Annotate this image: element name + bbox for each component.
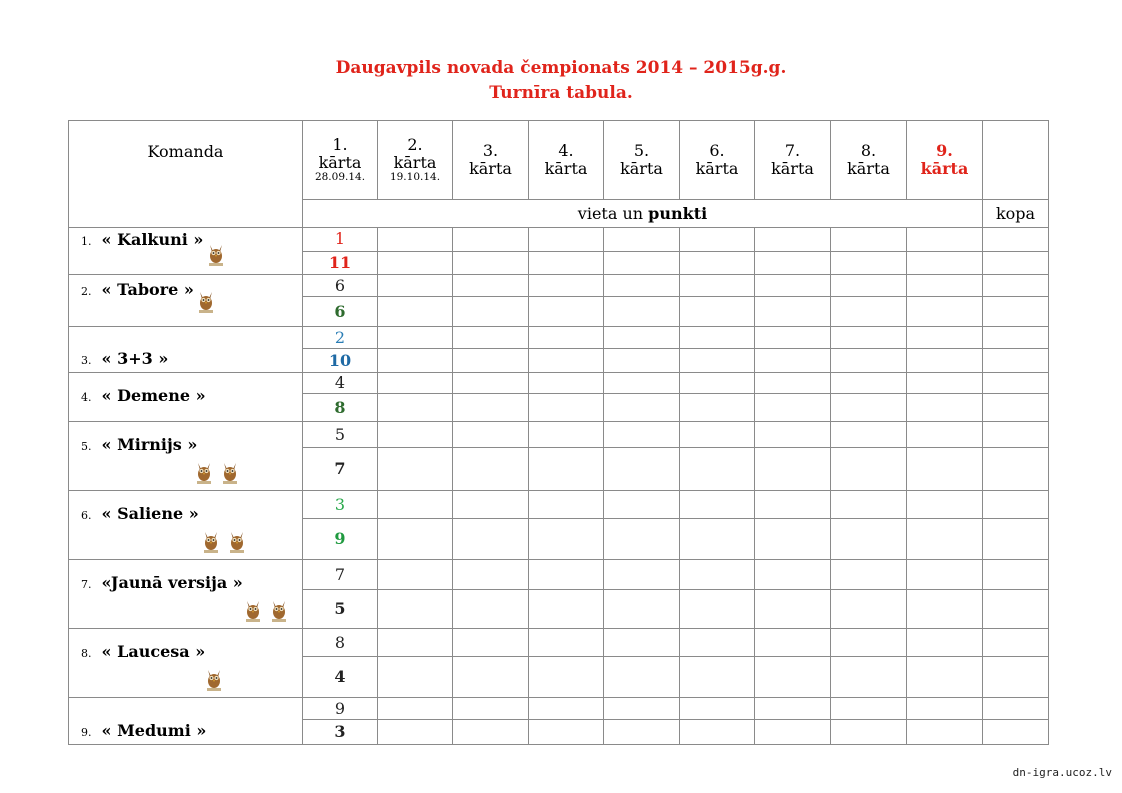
round-label: kārta <box>695 158 739 178</box>
round-label: kārta <box>847 158 890 178</box>
round-number: 4. <box>558 141 574 161</box>
total-header-blank <box>983 121 1049 200</box>
team-place: 6 <box>303 275 378 297</box>
empty-cell <box>529 590 604 629</box>
empty-cell <box>831 560 907 590</box>
empty-cell <box>453 394 529 422</box>
empty-cell <box>983 297 1049 327</box>
empty-cell <box>755 560 831 590</box>
team-row <box>69 560 1049 590</box>
empty-cell <box>453 297 529 327</box>
empty-cell <box>755 720 831 745</box>
empty-cell <box>831 657 907 698</box>
empty-cell <box>378 251 453 275</box>
empty-cell <box>529 422 604 448</box>
empty-cell <box>831 491 907 519</box>
empty-cell <box>907 275 983 297</box>
empty-cell <box>755 590 831 629</box>
empty-cell <box>907 698 983 720</box>
empty-cell <box>378 657 453 698</box>
team-row <box>69 698 1049 720</box>
empty-cell <box>831 448 907 491</box>
team-name: « 3+3 » <box>101 349 169 368</box>
round-header-2 <box>378 121 453 200</box>
empty-cell <box>378 448 453 491</box>
team-number: 1. <box>81 235 92 248</box>
empty-cell <box>604 251 680 275</box>
empty-cell <box>604 720 680 745</box>
empty-cell <box>907 327 983 349</box>
empty-cell <box>680 519 755 560</box>
round-label: kārta <box>620 158 663 178</box>
empty-cell <box>529 448 604 491</box>
round-header-9 <box>907 121 983 200</box>
empty-cell <box>907 251 983 275</box>
empty-cell <box>680 590 755 629</box>
empty-cell <box>378 275 453 297</box>
team-cell <box>69 373 303 422</box>
team-cell <box>69 228 303 275</box>
empty-cell <box>983 491 1049 519</box>
empty-cell <box>604 560 680 590</box>
empty-cell <box>529 327 604 349</box>
empty-cell <box>453 519 529 560</box>
owl-icon <box>228 529 246 555</box>
empty-cell <box>680 629 755 657</box>
empty-cell <box>604 590 680 629</box>
page-title: Daugavpils novada čempionats 2014 – 2015g.g. <box>335 58 787 78</box>
round-number: 3. <box>482 141 499 161</box>
round-date: 19.10.14. <box>389 171 441 184</box>
empty-cell <box>983 394 1049 422</box>
empty-cell <box>755 422 831 448</box>
empty-cell <box>529 275 604 297</box>
team-points: 11 <box>303 251 378 275</box>
round-header-1 <box>303 121 378 200</box>
empty-cell <box>755 698 831 720</box>
empty-cell <box>755 448 831 491</box>
owl-icon <box>197 289 215 315</box>
owl-icon <box>207 242 225 268</box>
empty-cell <box>755 228 831 252</box>
team-points: 3 <box>303 720 378 745</box>
empty-cell <box>529 560 604 590</box>
team-cell <box>69 698 303 745</box>
empty-cell <box>453 491 529 519</box>
empty-cell <box>604 394 680 422</box>
team-name: « Medumi » <box>101 721 207 740</box>
team-place: 5 <box>303 422 378 448</box>
header-row <box>69 121 1049 200</box>
empty-cell <box>604 228 680 252</box>
team-column-header: Komanda <box>69 121 303 228</box>
round-number: 8. <box>860 141 877 161</box>
empty-cell <box>604 491 680 519</box>
watermark: dn-igra.ucoz.lv <box>1012 766 1112 779</box>
team-name: «Jaunā versija » <box>101 573 243 592</box>
empty-cell <box>831 275 907 297</box>
empty-cell <box>983 629 1049 657</box>
round-header-6 <box>680 121 755 200</box>
empty-cell <box>378 590 453 629</box>
empty-cell <box>378 519 453 560</box>
empty-cell <box>680 327 755 349</box>
empty-cell <box>983 422 1049 448</box>
round-number: 1. <box>332 135 348 155</box>
empty-cell <box>453 657 529 698</box>
round-header-4 <box>529 121 604 200</box>
empty-cell <box>604 698 680 720</box>
empty-cell <box>755 394 831 422</box>
team-place: 2 <box>303 327 378 349</box>
empty-cell <box>755 327 831 349</box>
owl-icon <box>195 460 213 486</box>
empty-cell <box>604 519 680 560</box>
team-place: 9 <box>303 698 378 720</box>
empty-cell <box>604 422 680 448</box>
team-number: 2. <box>81 284 92 298</box>
total-label: kopa <box>983 199 1049 227</box>
empty-cell <box>680 657 755 698</box>
empty-cell <box>983 327 1049 349</box>
empty-cell <box>907 491 983 519</box>
round-header-7 <box>755 121 831 200</box>
empty-cell <box>529 629 604 657</box>
empty-cell <box>529 720 604 745</box>
empty-cell <box>907 560 983 590</box>
empty-cell <box>907 448 983 491</box>
empty-cell <box>755 373 831 394</box>
empty-cell <box>378 297 453 327</box>
empty-cell <box>604 373 680 394</box>
empty-cell <box>529 349 604 373</box>
empty-cell <box>453 448 529 491</box>
empty-cell <box>529 251 604 275</box>
team-number: 5. <box>81 440 92 453</box>
place-label: vieta un <box>577 203 649 223</box>
empty-cell <box>378 373 453 394</box>
place-points-label <box>303 199 983 227</box>
team-place: 1 <box>303 228 378 252</box>
owl-icons <box>202 529 246 555</box>
empty-cell <box>604 629 680 657</box>
empty-cell <box>907 629 983 657</box>
team-name: « Kalkuni » <box>101 230 204 249</box>
empty-cell <box>907 657 983 698</box>
empty-cell <box>831 349 907 373</box>
team-cell <box>69 629 303 698</box>
empty-cell <box>907 519 983 560</box>
empty-cell <box>453 422 529 448</box>
owl-icon <box>244 598 262 624</box>
owl-icons <box>195 460 239 486</box>
team-cell <box>69 560 303 629</box>
tournament-table <box>68 120 1049 745</box>
team-name: « Laucesa » <box>101 642 206 661</box>
team-row <box>69 275 1049 297</box>
empty-cell <box>680 297 755 327</box>
empty-cell <box>378 422 453 448</box>
empty-cell <box>831 629 907 657</box>
empty-cell <box>378 228 453 252</box>
empty-cell <box>529 657 604 698</box>
team-name: « Tabore » <box>101 279 194 299</box>
empty-cell <box>378 629 453 657</box>
empty-cell <box>755 349 831 373</box>
team-place: 3 <box>303 491 378 519</box>
empty-cell <box>529 519 604 560</box>
team-row <box>69 422 1049 448</box>
empty-cell <box>755 275 831 297</box>
round-label: kārta <box>544 158 588 178</box>
points-label: punkti <box>648 203 708 223</box>
team-number: 3. <box>81 354 92 367</box>
empty-cell <box>378 327 453 349</box>
owl-icons <box>244 598 288 624</box>
team-name: « Saliene » <box>101 504 199 523</box>
empty-cell <box>831 519 907 560</box>
team-points: 4 <box>303 657 378 698</box>
empty-cell <box>831 422 907 448</box>
empty-cell <box>983 251 1049 275</box>
team-number: 6. <box>81 509 92 522</box>
round-date: 28.09.14. <box>314 171 366 184</box>
empty-cell <box>680 491 755 519</box>
team-number: 9. <box>81 726 92 739</box>
empty-cell <box>907 422 983 448</box>
round-number: 5. <box>633 141 650 161</box>
empty-cell <box>831 251 907 275</box>
owl-icon <box>270 598 288 624</box>
team-row <box>69 228 1049 252</box>
empty-cell <box>378 720 453 745</box>
empty-cell <box>983 590 1049 629</box>
team-number: 4. <box>81 391 92 404</box>
empty-cell <box>907 720 983 745</box>
empty-cell <box>453 560 529 590</box>
team-name: « Demene » <box>101 386 206 405</box>
empty-cell <box>680 698 755 720</box>
empty-cell <box>755 251 831 275</box>
empty-cell <box>378 698 453 720</box>
empty-cell <box>907 394 983 422</box>
team-row <box>69 373 1049 394</box>
empty-cell <box>529 491 604 519</box>
team-name: « Mirnijs » <box>101 435 198 454</box>
empty-cell <box>529 394 604 422</box>
empty-cell <box>831 720 907 745</box>
owl-icons <box>205 667 223 693</box>
empty-cell <box>755 629 831 657</box>
round-number: 2. <box>407 135 423 155</box>
empty-cell <box>453 275 529 297</box>
empty-cell <box>378 560 453 590</box>
team-points: 5 <box>303 590 378 629</box>
page-subtitle: Turnīra tabula. <box>489 83 633 103</box>
round-header-5 <box>604 121 680 200</box>
empty-cell <box>755 297 831 327</box>
empty-cell <box>529 698 604 720</box>
team-cell <box>69 491 303 560</box>
empty-cell <box>907 349 983 373</box>
team-points: 9 <box>303 519 378 560</box>
empty-cell <box>680 560 755 590</box>
empty-cell <box>831 394 907 422</box>
empty-cell <box>983 275 1049 297</box>
empty-cell <box>604 297 680 327</box>
owl-icon <box>202 529 220 555</box>
empty-cell <box>680 275 755 297</box>
empty-cell <box>831 297 907 327</box>
team-place: 7 <box>303 560 378 590</box>
empty-cell <box>983 349 1049 373</box>
empty-cell <box>983 720 1049 745</box>
empty-cell <box>378 491 453 519</box>
empty-cell <box>453 629 529 657</box>
team-number: 7. <box>81 578 92 591</box>
empty-cell <box>907 590 983 629</box>
empty-cell <box>755 491 831 519</box>
empty-cell <box>907 228 983 252</box>
team-row <box>69 629 1049 657</box>
team-cell <box>69 275 303 327</box>
round-label: kārta <box>920 158 969 178</box>
empty-cell <box>831 698 907 720</box>
team-place: 4 <box>303 373 378 394</box>
team-points: 7 <box>303 448 378 491</box>
empty-cell <box>831 327 907 349</box>
team-row <box>69 327 1049 349</box>
empty-cell <box>983 448 1049 491</box>
team-row <box>69 491 1049 519</box>
empty-cell <box>680 422 755 448</box>
empty-cell <box>680 394 755 422</box>
empty-cell <box>983 657 1049 698</box>
empty-cell <box>680 448 755 491</box>
round-number: 6. <box>709 141 725 161</box>
owl-icon <box>205 667 223 693</box>
empty-cell <box>453 373 529 394</box>
round-header-8 <box>831 121 907 200</box>
empty-cell <box>680 720 755 745</box>
empty-cell <box>831 590 907 629</box>
empty-cell <box>983 560 1049 590</box>
round-label: kārta <box>318 152 362 172</box>
team-points: 10 <box>303 349 378 373</box>
team-cell <box>69 327 303 373</box>
empty-cell <box>453 228 529 252</box>
empty-cell <box>529 228 604 252</box>
empty-cell <box>453 349 529 373</box>
empty-cell <box>604 448 680 491</box>
empty-cell <box>680 373 755 394</box>
empty-cell <box>529 297 604 327</box>
empty-cell <box>604 275 680 297</box>
empty-cell <box>604 657 680 698</box>
empty-cell <box>680 251 755 275</box>
team-number: 8. <box>81 647 92 660</box>
empty-cell <box>604 349 680 373</box>
empty-cell <box>755 657 831 698</box>
team-cell <box>69 422 303 491</box>
empty-cell <box>453 327 529 349</box>
empty-cell <box>604 327 680 349</box>
team-points: 8 <box>303 394 378 422</box>
owl-icon <box>221 460 239 486</box>
empty-cell <box>907 297 983 327</box>
empty-cell <box>983 519 1049 560</box>
team-points: 6 <box>303 297 378 327</box>
empty-cell <box>378 394 453 422</box>
empty-cell <box>453 720 529 745</box>
round-label: kārta <box>469 158 512 178</box>
owl-icons <box>197 289 215 315</box>
team-place: 8 <box>303 629 378 657</box>
empty-cell <box>453 590 529 629</box>
empty-cell <box>680 228 755 252</box>
owl-icons <box>207 242 225 268</box>
empty-cell <box>378 349 453 373</box>
round-header-3 <box>453 121 529 200</box>
empty-cell <box>453 251 529 275</box>
empty-cell <box>983 698 1049 720</box>
empty-cell <box>831 228 907 252</box>
empty-cell <box>529 373 604 394</box>
round-label: kārta <box>771 158 814 178</box>
empty-cell <box>907 373 983 394</box>
empty-cell <box>680 349 755 373</box>
empty-cell <box>755 519 831 560</box>
empty-cell <box>831 373 907 394</box>
round-number: 7. <box>784 141 801 161</box>
empty-cell <box>983 228 1049 252</box>
empty-cell <box>453 698 529 720</box>
empty-cell <box>983 373 1049 394</box>
round-label: kārta <box>393 152 437 172</box>
round-number: 9. <box>936 141 953 161</box>
